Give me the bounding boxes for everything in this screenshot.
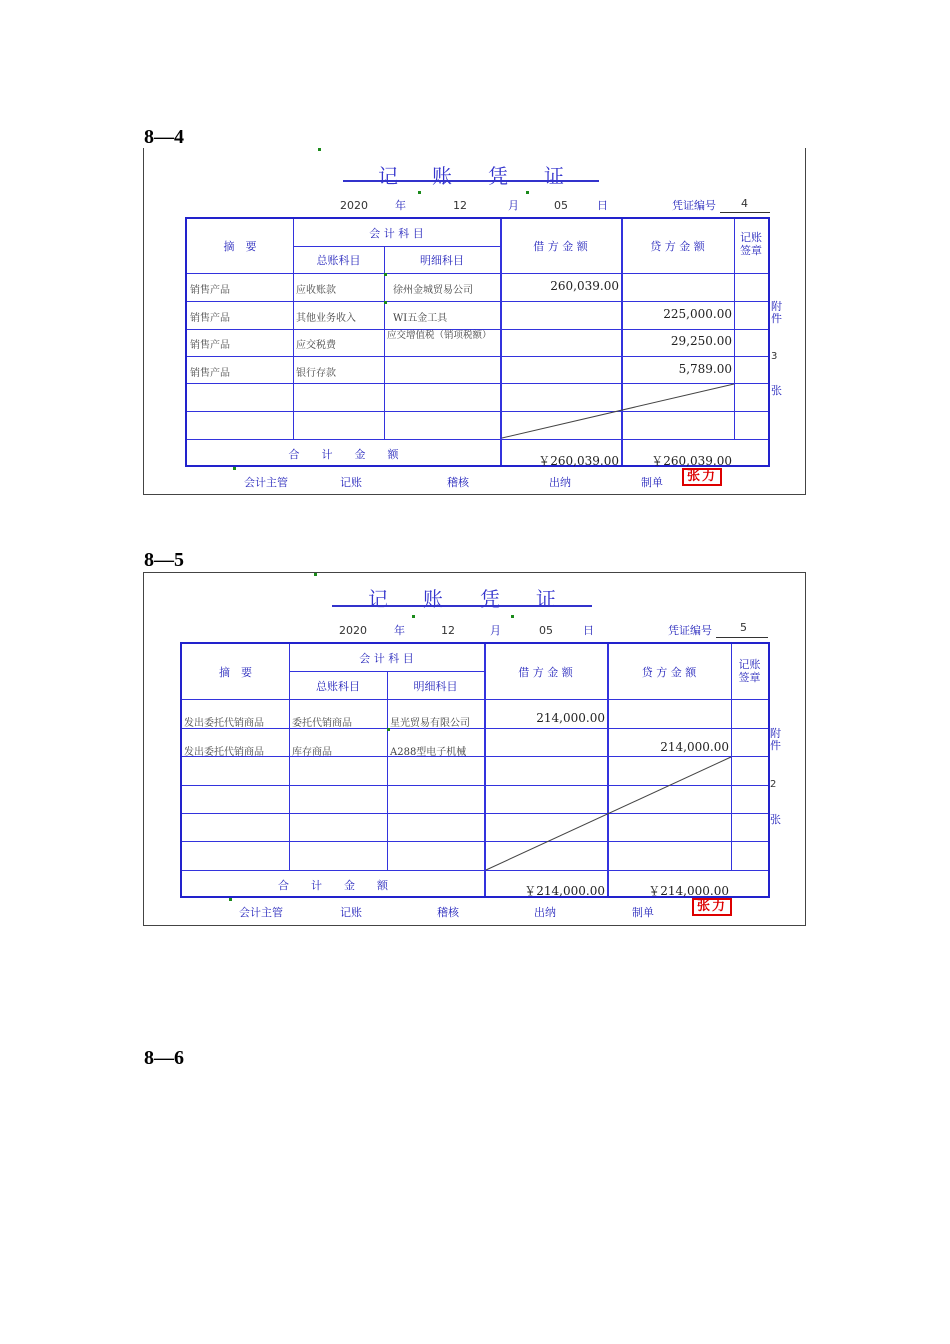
title-char: 记 [368,587,390,611]
cell-comment-marker [511,615,514,618]
date-year-unit: 年 [395,199,406,212]
header-debit: 借 方 金 额 [518,666,573,679]
footer-supervisor: 会计主管 [244,476,288,489]
attachment-label [770,728,781,752]
row-debit-amount: 260,039.00 [550,279,619,293]
date-year: 2020 [340,199,368,212]
header-general-account: 总账科目 [316,254,361,267]
grid-line [187,356,768,357]
voucher-number: 5 [740,621,747,634]
grid-line [289,671,484,672]
header-posting-seal [734,231,768,257]
row-summary: 发出委托代销商品 [184,718,264,729]
voucher-number-underline [720,212,770,213]
grid-line [187,273,768,274]
cell-comment-marker [418,191,421,194]
grid-line [293,246,500,247]
title-char: 证 [536,587,558,611]
header-detail-account: 明细科目 [413,680,458,693]
total-credit: ￥214,000.00 [648,884,729,898]
date-day: 05 [554,199,568,212]
date-day-unit: 日 [597,199,608,212]
title-char: 记 [378,164,400,188]
row-detail-account: 徐州金城贸易公司 [393,285,473,296]
total-debit: ￥214,000.00 [524,884,605,898]
row-general-account: 应交税费 [296,340,336,351]
cell-comment-marker [384,301,387,304]
attachment-count: 3 [771,351,778,362]
voucher-frame [143,572,806,926]
footer-supervisor: 会计主管 [239,906,283,919]
attachment-unit: 张 [770,813,781,826]
total-label: 合 计 金 额 [278,879,388,892]
voucher-table [180,642,770,898]
date-month-unit: 月 [490,624,501,637]
title-underline [343,180,599,182]
grid-line [182,728,768,729]
voucher-number-label: 凭证编号 [672,199,716,212]
date-year: 2020 [339,624,367,637]
grid-line [182,699,768,700]
row-detail-account: 星光贸易有限公司 [390,718,470,729]
attachment-label-1: 附 [770,727,781,740]
total-label: 合 计 金 额 [288,448,399,461]
cell-comment-marker [526,191,529,194]
footer-auditor: 稽核 [437,906,459,919]
row-summary: 销售产品 [190,313,230,324]
title-char: 凭 [480,587,502,611]
row-credit-amount: 225,000.00 [663,307,732,321]
section-label-8-4: 8—4 [144,126,184,148]
date-month-unit: 月 [508,199,519,212]
row-credit-amount: 29,250.00 [670,334,732,348]
footer-auditor: 稽核 [447,476,469,489]
total-credit: ￥260,039.00 [651,454,732,468]
attachment-label-2: 件 [770,739,781,752]
row-general-account: 委托代销商品 [292,718,352,729]
row-summary: 销售产品 [190,368,230,379]
footer-preparer: 制单 [632,906,654,919]
cell-comment-marker [229,898,232,901]
header-general-account: 总账科目 [316,680,360,693]
row-general-account: 应收账款 [296,285,336,296]
row-general-account: 库存商品 [292,747,332,758]
header-accounts: 会 计 科 目 [359,652,414,665]
date-month: 12 [441,624,455,637]
attachment-label-1: 附 [771,300,782,313]
title-char: 证 [544,164,566,188]
row-summary: 销售产品 [190,340,230,351]
voucher-number-underline [716,637,768,638]
footer-cashier: 出纳 [534,906,556,919]
footer-preparer: 制单 [641,476,663,489]
title-char: 凭 [488,164,510,188]
header-credit: 贷 方 金 额 [641,666,697,679]
header-summary: 摘 要 [223,240,257,253]
row-credit-amount: 214,000.00 [660,740,729,754]
cell-comment-marker [318,148,321,151]
row-credit-amount: 5,789.00 [678,362,732,376]
attachment-unit: 张 [771,384,782,397]
grid-line [187,301,768,302]
header-posting-line1: 记账 [738,658,761,671]
date-year-unit: 年 [394,624,405,637]
cell-comment-marker [314,573,317,576]
date-day-unit: 日 [583,624,594,637]
section-label-8-5: 8—5 [144,549,184,571]
header-debit: 借 方 金 额 [533,240,588,253]
title-char: 账 [423,587,445,611]
date-day: 05 [539,624,553,637]
header-posting-line2: 签章 [738,671,761,684]
blank-cancel-line [500,383,735,439]
grid-line [187,439,768,440]
header-posting-line2: 签章 [740,244,762,257]
row-detail-account: WI五金工具 [393,313,448,324]
voucher-frame [143,148,806,495]
voucher-number-label: 凭证编号 [668,624,712,637]
date-month: 12 [453,199,467,212]
attachment-count: 2 [770,779,777,790]
row-summary: 发出委托代销商品 [184,747,264,758]
section-label-8-6: 8—6 [144,1047,184,1069]
preparer-signature-stamp: 张力 [682,468,722,486]
title-char: 账 [432,164,454,188]
row-debit-amount: 214,000.00 [536,711,605,725]
row-detail-account: A288型电子机械 [390,747,467,758]
footer-bookkeeper: 记账 [340,906,362,919]
header-posting-seal [731,658,768,684]
blank-cancel-line [484,756,732,871]
footer-bookkeeper: 记账 [340,476,362,489]
header-credit: 贷 方 金 额 [650,240,705,253]
cell-comment-marker [233,467,236,470]
row-general-account: 其他业务收入 [296,313,356,324]
preparer-signature-stamp: 张力 [692,898,732,916]
header-accounts: 会 计 科 目 [369,227,424,240]
header-detail-account: 明细科目 [420,254,464,267]
header-posting-line1: 记账 [740,231,762,244]
title-underline [332,605,592,607]
attachment-label-2: 件 [771,312,782,325]
header-summary: 摘 要 [219,666,252,679]
attachment-label [771,301,782,325]
row-summary: 销售产品 [190,285,230,296]
total-debit: ￥260,039.00 [538,454,619,468]
row-general-account: 银行存款 [296,368,336,379]
voucher-table [185,217,770,467]
cell-comment-marker [384,273,387,276]
footer-cashier: 出纳 [549,476,571,489]
row-detail-account: 应交增值税（销项税额） [387,330,492,341]
voucher-number: 4 [741,197,748,210]
cell-comment-marker [412,615,415,618]
